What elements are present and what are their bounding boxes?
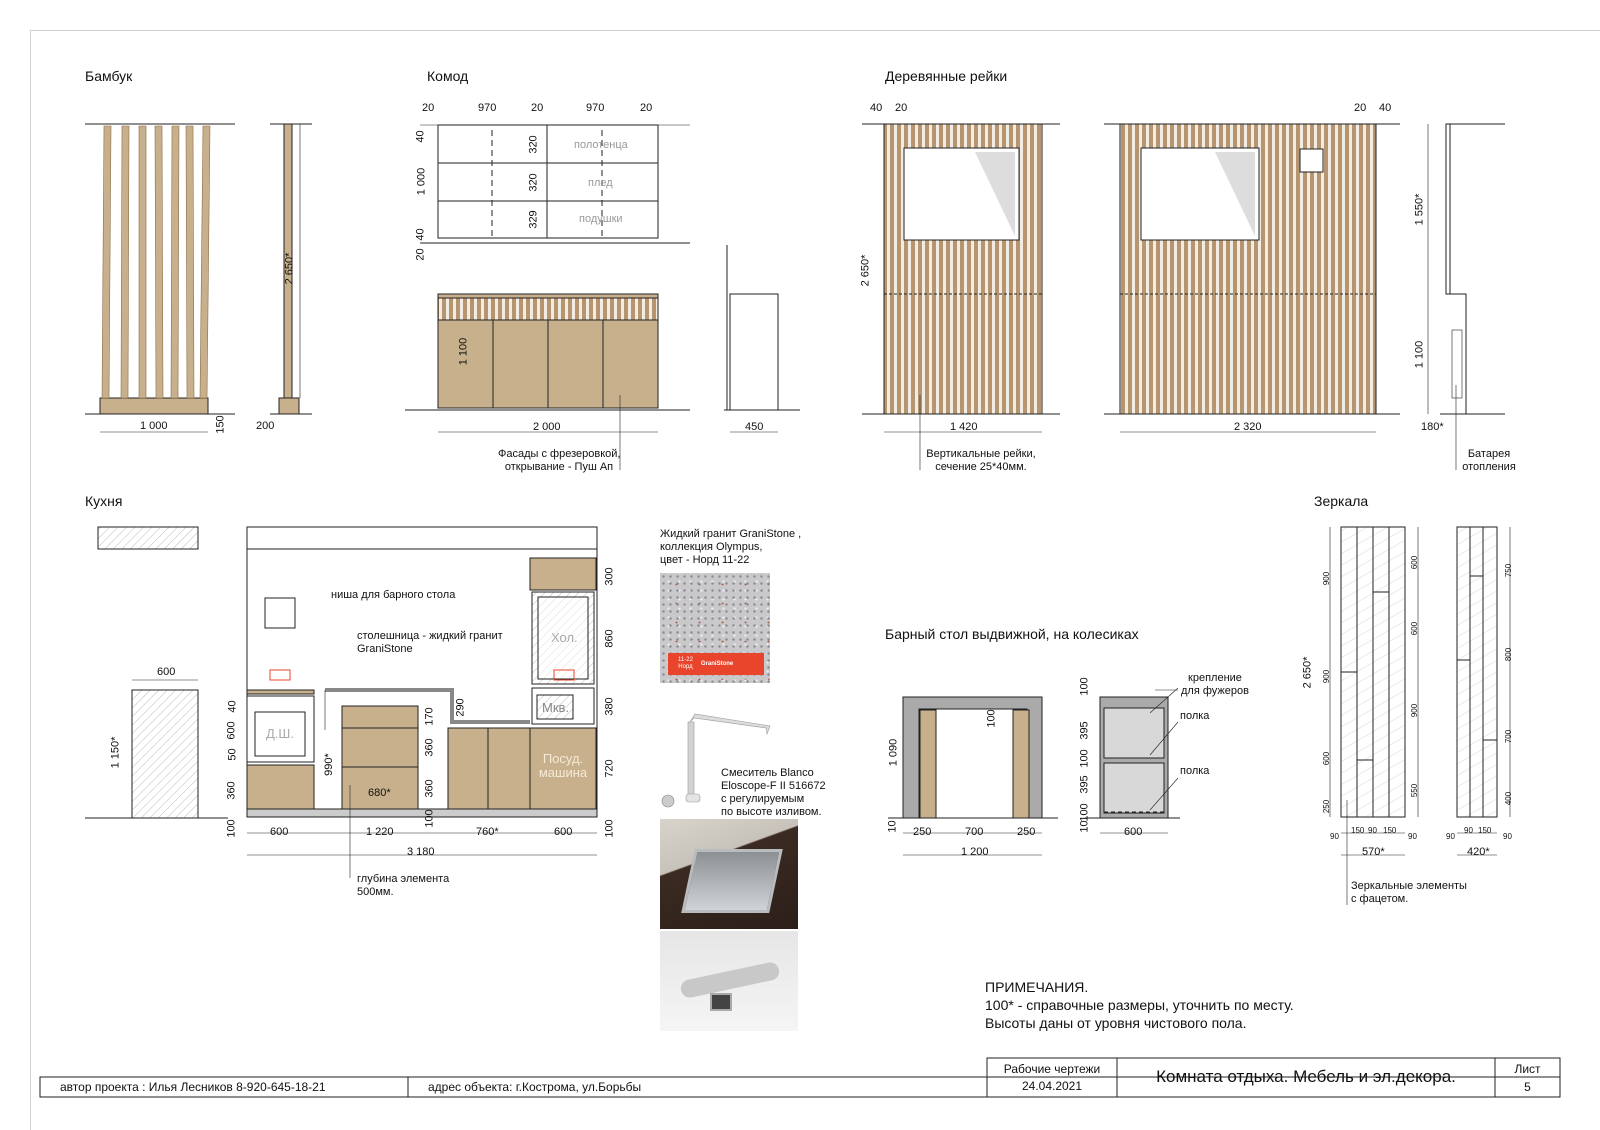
label-dishwasher-l2: машина [538,765,588,780]
note-mirrors-l1: Зеркальные элементы [1351,880,1467,892]
note-radiator [1456,448,1522,474]
note-radiator-l2: отопления [1462,461,1516,473]
dresser-front [405,294,690,432]
dim-dresser-l2: 40 [414,228,427,241]
dim-dresser-t1: 970 [478,102,497,114]
dim-kb1: 1 220 [366,826,394,838]
dim-bamboo-h: 2 650* [283,252,296,285]
dim-km2: 360 [423,779,436,798]
dim-dresser-w: 2 000 [533,421,561,433]
dim-bs3: 395 [1078,775,1091,794]
label-dishwasher-l1: Посуд. [542,751,584,766]
dim-kl1: 600 [225,721,238,740]
dim-mb1: 150 [1351,826,1365,835]
general-notes [985,978,1294,1032]
notes-heading: ПРИМЕЧАНИЯ. [985,979,1089,995]
dim-bamboo-base: 150 [214,415,227,434]
label-countertop-l2: GraniStone [357,643,413,655]
dim-kl3: 360 [225,781,238,800]
granite-badge-name: Норд [678,664,693,670]
granite-caption-l2: коллекция Olympus, [660,541,763,553]
slat-wall-2 [1104,124,1400,432]
granite-caption-l1: Жидкий гранит GraniStone , [660,528,802,540]
dim-slats-h: 2 650* [859,254,872,287]
dim-kr0: 300 [603,567,616,586]
mixer-caption-l4: по высоте изливом. [721,806,822,818]
label-holder-l2: для фужеров [1181,685,1249,697]
note-dresser [498,448,620,474]
dim-m2b0: 90 [1446,832,1455,841]
label-depth-l2: 500мм. [357,886,394,898]
dim-bs0: 100 [1078,677,1091,696]
dim-bar-b1: 700 [965,826,984,838]
dim-kb3: 600 [554,826,573,838]
dim-slats-side3: 180* [1421,421,1444,433]
dim-mirror-h: 2 650* [1301,656,1314,689]
dim-slats-w2: 2 320 [1234,421,1262,433]
dim-mr3: 550 [1410,783,1420,798]
dim-kb2: 760* [476,826,499,838]
slat-wall-1 [862,124,1060,432]
granite-brand: GraniStone [700,661,734,667]
granite-badge [668,653,764,675]
dim-dresser-l1: 1 000 [415,167,428,196]
dim-bar-b2: 250 [1017,826,1036,838]
dim-mr2: 900 [1410,703,1420,718]
title-kitchen: Кухня [85,493,123,509]
label-mw: Мкв. [542,700,570,715]
granite-caption-l3: цвет - Норд 11-22 [660,554,750,566]
mirror-1 [1330,527,1418,855]
dim-bar-b0: 250 [913,826,932,838]
label-niche: ниша для барного стола [331,589,456,601]
dim-mr23: 400 [1504,791,1514,806]
title-bar: Барный стол выдвижной, на колесиках [885,626,1139,642]
label-shelf-2: полка [1180,765,1210,777]
mixer-caption-l2: Eloscope-F II 516672 [721,780,826,792]
note-slats-l1: Вертикальные рейки, [926,448,1036,460]
label-shelf-1: полка [1180,710,1210,722]
dim-mb4: 90 [1408,832,1417,841]
dim-slats-tl1: 20 [895,102,908,114]
dim-m2b3: 90 [1503,832,1512,841]
dim-mirror-w1: 570* [1362,846,1385,858]
notes-line-2: Высоты даны от уровня чистового пола. [985,1015,1247,1031]
dim-dresser-i2: 329 [527,210,540,229]
tb-stage: Рабочие чертежи [1003,1062,1101,1076]
dim-dresser-i0: 320 [527,135,540,154]
dim-dresser-t0: 20 [422,102,435,114]
dim-mb0: 90 [1330,832,1339,841]
dim-bar-total: 1 200 [961,846,989,858]
label-holder [1180,672,1250,698]
sink-photo-2 [660,931,798,1031]
dim-bamboo-w: 1 000 [140,420,168,432]
tb-date: 24.04.2021 [1021,1079,1083,1093]
mixer-caption-l3: с регулируемым [721,793,805,805]
label-depth [357,873,449,899]
granite-caption [660,528,801,567]
dim-dresser-h: 1 100 [457,337,470,366]
dresser-top [420,125,690,243]
dim-ml0: 900 [1322,571,1332,586]
bamboo-front [85,124,235,432]
dim-bar-h: 1 090 [887,738,900,767]
dim-mr21: 800 [1504,647,1514,662]
dim-kr3: 720 [603,759,616,778]
dim-bar-d: 600 [1124,826,1143,838]
dim-bs4: 100 [1078,803,1091,822]
dim-k290: 290 [454,698,467,717]
dim-mb3: 150 [1383,826,1397,835]
dim-mr20: 750 [1504,563,1514,578]
note-dresser-l1: Фасады с фрезеровкой, [498,448,621,460]
dim-ktotal: 3 180 [407,846,435,858]
label-holder-l1: крепление [1188,672,1242,684]
dim-kl2: 50 [226,748,239,761]
dim-bs2: 100 [1078,749,1091,768]
title-bamboo: Бамбук [85,68,133,84]
dim-bs5: 10 [1078,820,1091,833]
dim-slats-w1: 1 420 [950,421,978,433]
dim-kl4: 100 [225,819,238,838]
dim-kitchen-side-h: 1 150* [109,736,122,769]
dim-kr2: 380 [603,697,616,716]
mixer-caption [721,767,826,819]
dim-dresser-t2: 20 [531,102,544,114]
dim-m2b2: 150 [1478,826,1492,835]
dim-slats-side1: 1 550* [1413,193,1426,226]
mixer-caption-l1: Смеситель Blanco [721,767,814,779]
dim-m2b1: 90 [1464,826,1473,835]
notes-line-1: 100* - справочные размеры, уточнить по месту. [985,997,1294,1013]
dim-dresser-l0: 40 [414,130,427,143]
tb-sheet-label: Лист [1514,1062,1541,1076]
dim-kitchen-h990: 990* [322,753,335,776]
tb-address: адрес объекта: г.Кострома, ул.Борьбы [428,1080,642,1094]
title-dresser: Комод [427,68,469,84]
tb-title: Комната отдыха. Мебель и эл.декора. [1156,1067,1456,1086]
dim-kr1: 860 [603,629,616,648]
dim-ml3: 250 [1322,799,1332,814]
dim-dresser-t3: 970 [586,102,605,114]
dim-kl0: 40 [226,700,239,713]
dim-dresser-t4: 20 [640,102,653,114]
dim-mr0: 600 [1410,555,1420,570]
dim-bar-base: 10 [886,820,899,833]
dim-bamboo-depth: 200 [256,420,275,432]
label-pillows: подушки [579,213,623,225]
dim-bar-t: 100 [985,709,998,728]
note-dresser-l2: открывание - Пуш Ап [504,461,614,473]
label-countertop [357,630,503,656]
dim-mr1: 600 [1410,621,1420,636]
dim-km3: 100 [423,809,436,828]
dim-kb0: 600 [270,826,289,838]
granite-badge-code: 11-22 [678,657,693,663]
dresser-side [724,245,800,432]
dim-slats-tl0: 40 [870,102,883,114]
dim-slats-tr1: 40 [1379,102,1392,114]
label-dishwasher [536,752,590,780]
note-radiator-l1: Батарея [1467,448,1511,460]
dim-bs1: 395 [1078,721,1091,740]
note-mirrors-l2: с фацетом. [1351,893,1409,905]
dim-slats-tr0: 20 [1354,102,1367,114]
bar-side [1085,690,1180,833]
label-countertop-l1: столешница - жидкий гранит [357,630,503,642]
title-mirrors: Зеркала [1314,493,1369,509]
note-slats-l2: сечение 25*40мм. [935,461,1027,473]
dim-dresser-l3: 20 [414,248,427,261]
dim-slats-side2: 1 100 [1413,340,1426,369]
dim-ml1: 900 [1322,669,1332,684]
dim-mirror-w2: 420* [1467,846,1490,858]
note-slats [918,448,1044,474]
dim-dresser-d: 450 [745,421,764,433]
dim-mb2: 90 [1368,826,1377,835]
tb-author: автор проекта : Илья Лесников 8-920-645-18-21 [60,1080,326,1094]
label-towels: полотенца [574,139,628,151]
dim-kitchen-inner: 680* [368,787,391,799]
dim-kr4: 100 [603,819,616,838]
sink-photo-1 [660,819,798,929]
note-mirrors [1351,880,1467,906]
title-slats: Деревянные рейки [885,68,1008,84]
label-fridge: Хол. [551,630,578,645]
dim-mr22: 700 [1504,729,1514,744]
tb-sheet-no: 5 [1524,1080,1531,1094]
dim-dresser-i1: 320 [527,173,540,192]
dim-km0: 170 [423,707,436,726]
label-depth-l1: глубина элемента [357,873,450,885]
slat-wall-side [1428,124,1505,414]
label-dw: Д.Ш. [266,726,294,741]
label-plaid: плед [588,177,613,189]
dim-kitchen-side-w: 600 [157,666,176,678]
dim-km1: 360 [423,738,436,757]
dim-ml2: 600 [1322,751,1332,766]
